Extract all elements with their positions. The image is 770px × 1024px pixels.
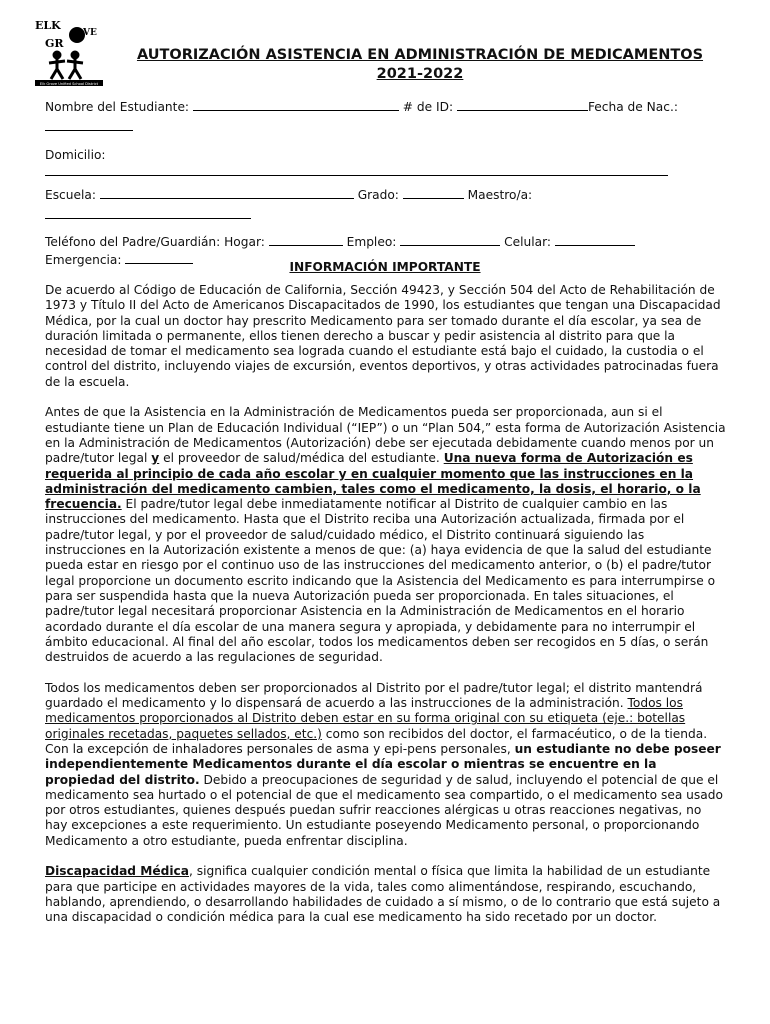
row-address [45,148,735,176]
logo-caption: Elk Grove Unified School District [39,82,99,86]
id-label: # de ID: [402,100,454,114]
logo-text-top2: GR [45,37,64,50]
row-school [45,186,735,203]
emergency-label: Emergencia: [45,252,122,267]
title-line-1: AUTORIZACIÓN ASISTENCIA EN ADMINISTRACIÓN DE MEDICAMENTOS [136,47,704,63]
form-title [108,46,732,84]
row-student [45,98,735,115]
definition-term: Discapacidad Médica [45,864,190,879]
work-phone-label: Empleo: [346,235,397,250]
teacher-field[interactable] [45,206,251,219]
teacher-label: Maestro/a: [467,187,533,202]
self-possession-rule: un estudiante no debe poseer independientemente Medicamentos durante el día escolar o mientras se encuentre en la propiedad del distrito. [45,741,721,787]
row-phone [45,233,735,250]
document-body [45,283,727,941]
paragraph-definition: Discapacidad Médica, significa cualquier condición mental o física que limita la habilidad de un estudiante para que participe en actividades mayores de la vida, tales como alimentándose, respirando, escuchando, hablando, aprendiendo, o desarrollando habilidades de cuidado a sí mismo, o de lo contrario que está sujeto a una discapacidad o condición médica para la cual ese medicamento ha sido recetado por un doctor. [45,864,721,925]
work-phone-field[interactable] [400,233,500,246]
address-label: Domicilio: [45,147,106,162]
grade-field[interactable] [403,186,464,199]
cell-phone-label: Celular: [504,235,552,250]
row-dob-cont [45,118,735,135]
paragraph-legal-basis: De acuerdo al Código de Educación de California, Sección 49423, y Sección 504 del Acto de Rehabilitación de 1973 y Título II del Acto de Americanos Discapacitados de 1990, los estudiantes que tengan una Discapacidad Médica, por la cual un doctor hay prescrito Medicamento para ser tomado durante el día escolar, ya sea de duración limitada o permanente, ellos tienen derecho a buscar y pedir asistencia al distrito para que la necesidad de tomar el medicamento sea lograda cuando el estudiante está bajo el cuidado, la custodia o el control del distrito, incluyendo viajes de excursión, eventos deportivos, y otras actividades patrocinadas fuera de la escuela. [45,283,721,389]
address-field[interactable] [45,175,668,176]
paragraph-authorization: Antes de que la Asistencia en la Administración de Medicamentos pueda ser proporcionada, aun si el estudiante tiene un Plan de Educación Individual (“IEP”) o un “Plan 504,” esta forma de Autorización Asistencia en la Administración de Medicamentos (Autorización) debe ser ejecutada debidamente cuando menos por un padre/tutor legal y el proveedor de salud/médica del estudiante. Una nueva forma de Autorización es requerida al principio de cada año escolar y en cualquier momento que las instrucciones en la administración del medicamento cambien, tales como el medicamento, la dosis, el horario, o la frecuencia. El padre/tutor legal debe inmediatamente notificar al Distrito de cualquier cambio en las instrucciones del medicamento. Hasta que el Distrito reciba una Autorización actualizada, firmada por el padre/tutor legal, y por el proveedor de salud/cuidado médico, el Distrito continuará siguiendo las instrucciones en la Autorización existente a menos de que: (a) haya evidencia de que la salud del estudiante pueda estar en riesgo por el continuo uso de las instrucciones del medicamento anterior, o (b) el padre/tutor legal proporcione un documento escrito indicando que la Asistencia del Medicamento es para interrumpirse o para ser suspendida hasta que la nueva Autorización pueda ser proporcionada. En tales situaciones, el padre/tutor legal necesitará proporcionar Asistencia en la Administración de Medicamentos en el horario acordado durante el día escolar de una manera segura y apropiada, y debidamente para no interrumpir el ámbito educacional. Al final del año escolar, todos los medicamentos deben ser recogidos en 5 días, o serán destruidos de acuerdo a las regulaciones de seguridad. [45,405,726,665]
section-title: INFORMACIÓN IMPORTANTE [289,260,481,274]
grade-label: Grado: [357,187,399,202]
student-name-label: Nombre del Estudiante: [45,100,190,114]
student-info-fields [45,98,735,268]
school-label: Escuela: [45,187,96,202]
original-container-requirement: Todos los medicamentos proporcionados al Distrito deben estar en su forma original con su etiqueta (eje.: botellas originales recetadas, paquetes sellados, etc.) [45,696,686,741]
logo-text-top: ELK [35,19,61,32]
home-phone-field[interactable] [269,233,343,246]
id-field[interactable] [457,98,588,111]
dob-label: Fecha de Nac.: [587,100,678,114]
row-teacher-cont [45,206,735,223]
cell-phone-field[interactable] [555,233,635,246]
student-name-field[interactable] [193,98,399,111]
dob-field[interactable] [45,118,133,131]
home-phone-label: Teléfono del Padre/Guardián: Hogar: [45,235,265,250]
title-line-2: 2021-2022 [376,66,464,82]
paragraph-medication-supply: Todos los medicamentos deben ser proporcionados al Distrito por el padre/tutor legal; el distrito mantendrá guardado el medicamento y lo dispensará de acuerdo a las instrucciones de la administración. Todos los medicamentos proporcionados al Distrito deben estar en su forma original con su etiqueta (eje.: botellas originales recetadas, paquetes sellados, etc.) como son recibidos del doctor, el farmacéutico, o de la tienda. Con la excepción de inhaladores personales de asma y epi-pens personales, un estudiante no debe poseer independientemente Medicamentos durante el día escolar o mientras se encuentre en la propiedad del distrito. Debido a preocupaciones de seguridad y de salud, incluyendo el potencial de que el medicamento sea hurtado o el potencial de que el medicamento sea compartido, o el medicamento sea usado por otros estudiantes, quienes después puedan sufrir reacciones alérgicas u otras reacciones negativas, no hay excepciones a este requerimiento. Un estudiante poseyendo Medicamento personal, o proporcionando Medicamento a otro estudiante, pueda enfrentar disciplina. [45,680,723,848]
authorization-requirement: Una nueva forma de Autorización es requerida al principio de cada año escolar y en cualquier momento que las instrucciones en la administración del medicamento cambien, tales como el medicamento, la dosis, el horario, o la frecuencia. [45,451,701,512]
logo-text-right: VE [83,28,97,38]
school-field[interactable] [100,186,354,199]
elk-grove-logo [33,17,105,87]
